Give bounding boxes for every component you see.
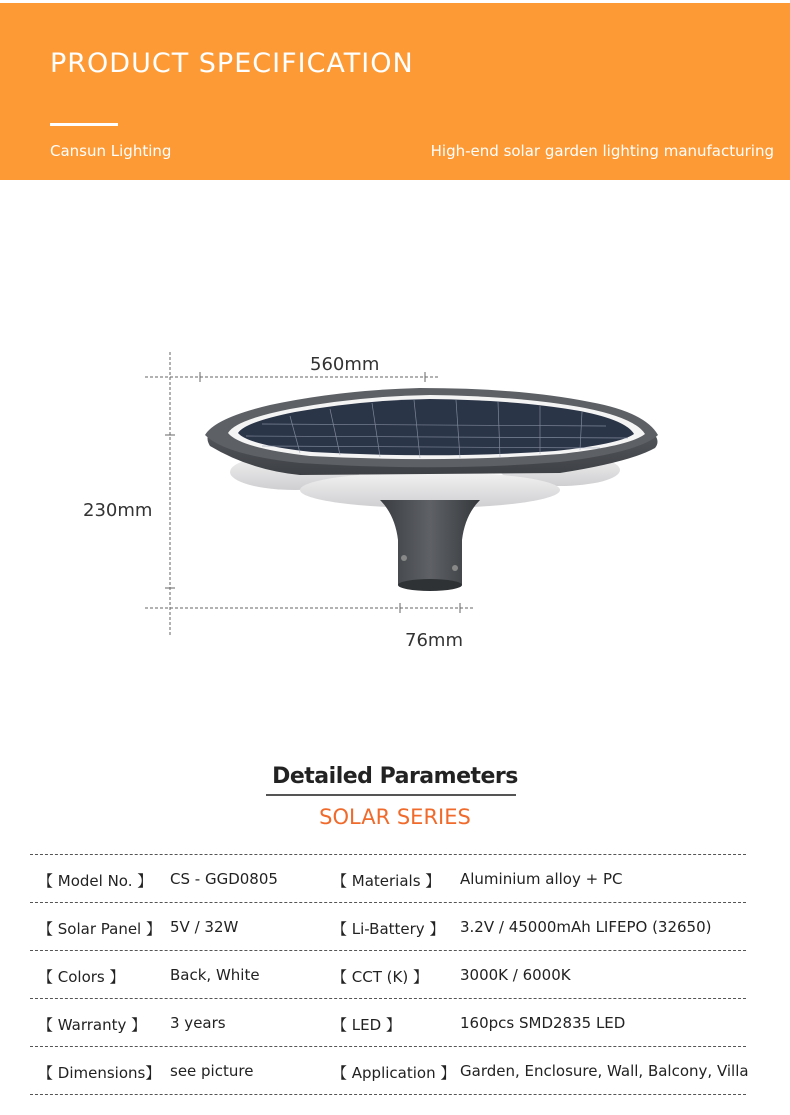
- parameters-title-underline: [266, 794, 516, 796]
- pole-dimension-label: 76mm: [405, 630, 463, 651]
- series-subtitle: SOLAR SERIES: [319, 805, 471, 829]
- width-dimension-label: 560mm: [310, 354, 380, 375]
- table-row: [30, 1046, 749, 1095]
- spec-label: 【 Dimensions】: [38, 1064, 161, 1082]
- title-underline: [50, 123, 118, 126]
- spec-label: 【 Li-Battery 】: [332, 920, 445, 938]
- spec-value: Garden, Enclosure, Wall, Balcony, Villa: [460, 1062, 749, 1080]
- spec-label: 【 Materials 】: [332, 872, 441, 890]
- table-row: [30, 902, 746, 950]
- table-row: [30, 854, 746, 902]
- height-dimension-label: 230mm: [83, 500, 153, 521]
- spec-label: 【 Model No. 】: [38, 872, 153, 890]
- spec-value: CS - GGD0805: [170, 870, 278, 888]
- solar-lamp-image: [205, 388, 658, 591]
- spec-label: 【 Solar Panel 】: [38, 920, 161, 938]
- spec-label: 【 LED 】: [332, 1016, 401, 1034]
- spec-label: 【 Warranty 】: [38, 1016, 147, 1034]
- brand-name: Cansun Lighting: [50, 142, 172, 160]
- spec-value: 3000K / 6000K: [460, 966, 571, 984]
- spec-label: 【 Application 】: [332, 1064, 456, 1082]
- product-dimension-drawing: [0, 180, 790, 740]
- spec-label: 【 Colors 】: [38, 968, 125, 986]
- spec-value: see picture: [170, 1062, 254, 1080]
- brand-tagline: High-end solar garden lighting manufacturing: [430, 142, 774, 160]
- spec-value: 5V / 32W: [170, 918, 239, 936]
- spec-value: Back, White: [170, 966, 260, 984]
- table-row: [30, 950, 746, 998]
- spec-value: 3.2V / 45000mAh LIFEPO (32650): [460, 918, 712, 936]
- spec-value: 3 years: [170, 1014, 226, 1032]
- spec-table: [30, 854, 749, 1095]
- page-title: PRODUCT SPECIFICATION: [50, 48, 414, 79]
- spec-value: 160pcs SMD2835 LED: [460, 1014, 626, 1032]
- header-banner: [0, 3, 790, 180]
- table-row: [30, 998, 746, 1046]
- spec-label: 【 CCT (K) 】: [332, 968, 428, 986]
- spec-value: Aluminium alloy + PC: [460, 870, 623, 888]
- parameters-title: Detailed Parameters: [272, 764, 518, 789]
